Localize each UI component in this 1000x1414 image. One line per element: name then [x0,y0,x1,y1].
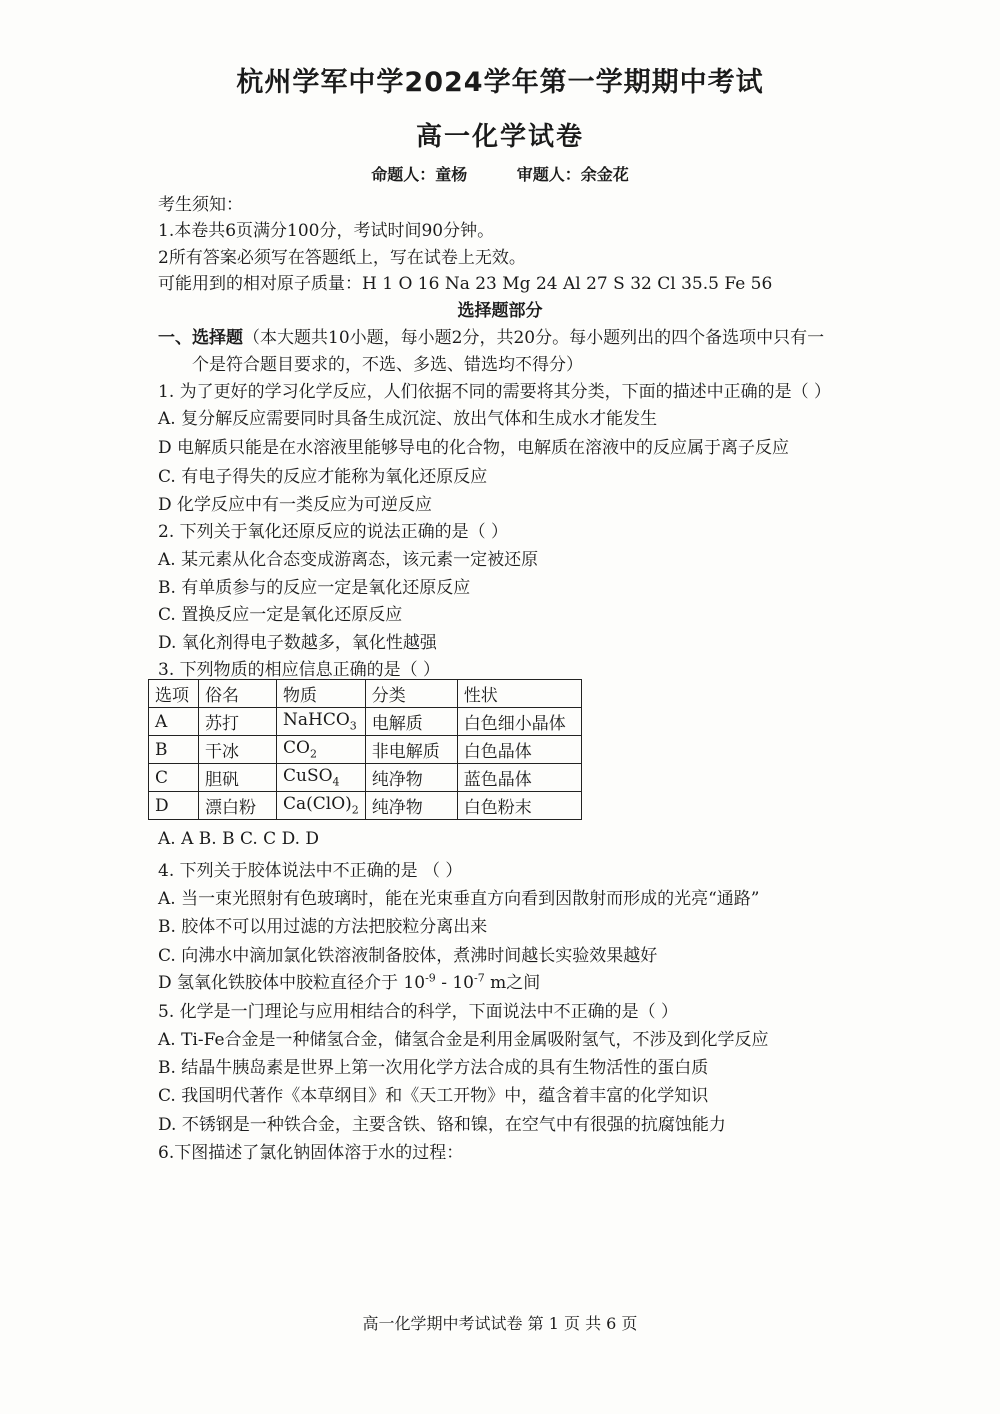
table-cell-name: 干冰 [199,736,277,764]
part1-heading [158,323,824,348]
q2-option-d: D. 氧化剂得电子数越多，氧化性越强 [158,633,437,653]
q4-option-c: C. 向沸水中滴加氯化铁溶液制备胶体，煮沸时间越长实验效果越好 [158,946,658,966]
table-row [149,736,582,764]
table-cell-option: A [149,708,199,736]
q5-option-d: D. 不锈钢是一种铁合金，主要含铁、铬和镍，在空气中有很强的抗腐蚀能力 [158,1115,726,1135]
q1-stem: 1. 为了更好的学习化学反应，人们依据不同的需要将其分类，下面的描述中正确的是（ ） [158,382,832,402]
table-row [149,708,582,736]
table-header-cell: 物质 [277,680,366,708]
part1-label: 一、选择题 [158,328,243,348]
q4-option-d: D 氢氧化铁胶体中胶粒直径介于 $10^{-9} - 10^{-7}$ m之间 [158,971,541,993]
author: 命题人：童杨 [371,165,468,184]
table-cell-name: 胆矾 [199,764,277,792]
table-header-cell: 分类 [365,680,457,708]
q4-option-a: A. 当一束光照射有色玻璃时，能在光束垂直方向看到因散射而形成的光亮“通路” [158,889,760,909]
q1-option-b: D 电解质只能是在水溶液里能够导电的化合物，电解质在溶液中的反应属于离子反应 [158,438,790,458]
table-cell-class: 纯净物 [365,764,457,792]
q1-option-d: D 化学反应中有一类反应为可逆反应 [158,495,433,515]
table-cell-property: 蓝色晶体 [457,764,581,792]
q1-option-a: A. 复分解反应需要同时具备生成沉淀、放出气体和生成水才能发生 [158,409,658,429]
notice-item-1: 1.本卷共6页满分100分，考试时间90分钟。 [158,221,495,241]
table-cell-formula: CuSO$_4$ [277,764,366,792]
table-row [149,792,582,820]
table-cell-property: 白色细小晶体 [457,708,581,736]
table-cell-option: C [149,764,199,792]
q3-options: A. A B. B C. C D. D [158,829,320,849]
q3-stem: 3. 下列物质的相应信息正确的是（ ） [158,660,441,680]
part1-desc-cont: 个是符合题目要求的，不选、多选、错选均不得分） [192,355,583,375]
reviewer: 审题人：余金花 [516,165,629,184]
table-cell-formula: $Ca(ClO)_2$ [277,792,366,820]
table-row [149,764,582,792]
table-cell-name: 漂白粉 [199,792,277,820]
table-cell-option: B [149,736,199,764]
table-header-cell: 性状 [457,680,581,708]
section-title: 选择题部分 [457,301,543,321]
page-footer: 高一化学期中考试试卷 第 1 页 共 6 页 [362,1314,638,1333]
table-cell-option: D [149,792,199,820]
q5-option-b: B. 结晶牛胰岛素是世界上第一次用化学方法合成的具有生物活性的蛋白质 [158,1058,709,1078]
q5-option-a: A. Ti-Fe合金是一种储氢合金，储氢合金是利用金属吸附氢气，不涉及到化学反应 [158,1030,769,1050]
table-header-cell: 选项 [149,680,199,708]
q5-stem: 5. 化学是一门理论与应用相结合的科学，下面说法中不正确的是（ ） [158,1002,679,1022]
q2-option-b: B. 有单质参与的反应一定是氧化还原反应 [158,578,471,598]
table-cell-formula: NaHCO$_3$ [277,708,366,736]
q2-stem: 2. 下列关于氧化还原反应的说法正确的是（ ） [158,522,509,542]
part1-desc: （本大题共10小题，每小题2分，共20分。每小题列出的四个备选项中只有一 [243,328,825,348]
q5-option-c: C. 我国明代著作《本草纲目》和《天工开物》中，蕴含着丰富的化学知识 [158,1086,709,1106]
table-cell-property: 白色粉末 [457,792,581,820]
authors-line [0,162,1000,185]
table-cell-formula: $CO_2$ [277,736,366,764]
q1-option-c: C. 有电子得失的反应才能称为氧化还原反应 [158,467,488,487]
table-cell-property: 白色晶体 [457,736,581,764]
atomic-masses: 可能用到的相对原子质量：H 1 O 16 Na 23 Mg 24 Al 27 S 32 Cl 35.5 Fe 56 [158,274,773,294]
exam-subtitle: 高一化学试卷 [415,122,584,152]
q3-table [148,679,582,820]
table-cell-class: 非电解质 [365,736,457,764]
table-header-row [149,680,582,708]
q2-option-c: C. 置换反应一定是氧化还原反应 [158,605,403,625]
q4-option-b: B. 胶体不可以用过滤的方法把胶粒分离出来 [158,917,488,937]
q4-stem: 4. 下列关于胶体说法中不正确的是 （ ） [158,861,463,881]
q2-option-a: A. 某元素从化合态变成游离态，该元素一定被还原 [158,550,539,570]
table-cell-name: 苏打 [199,708,277,736]
table-cell-class: 纯净物 [365,792,457,820]
notice-item-2: 2所有答案必须写在答题纸上，写在试卷上无效。 [158,248,526,268]
table-header-cell: 俗名 [199,680,277,708]
q6-stem: 6.下图描述了氯化钠固体溶于水的过程： [158,1143,464,1163]
exam-title: 杭州学军中学2024学年第一学期期中考试 [236,67,764,98]
table-cell-class: 电解质 [365,708,457,736]
notice-heading: 考生须知： [158,195,243,215]
